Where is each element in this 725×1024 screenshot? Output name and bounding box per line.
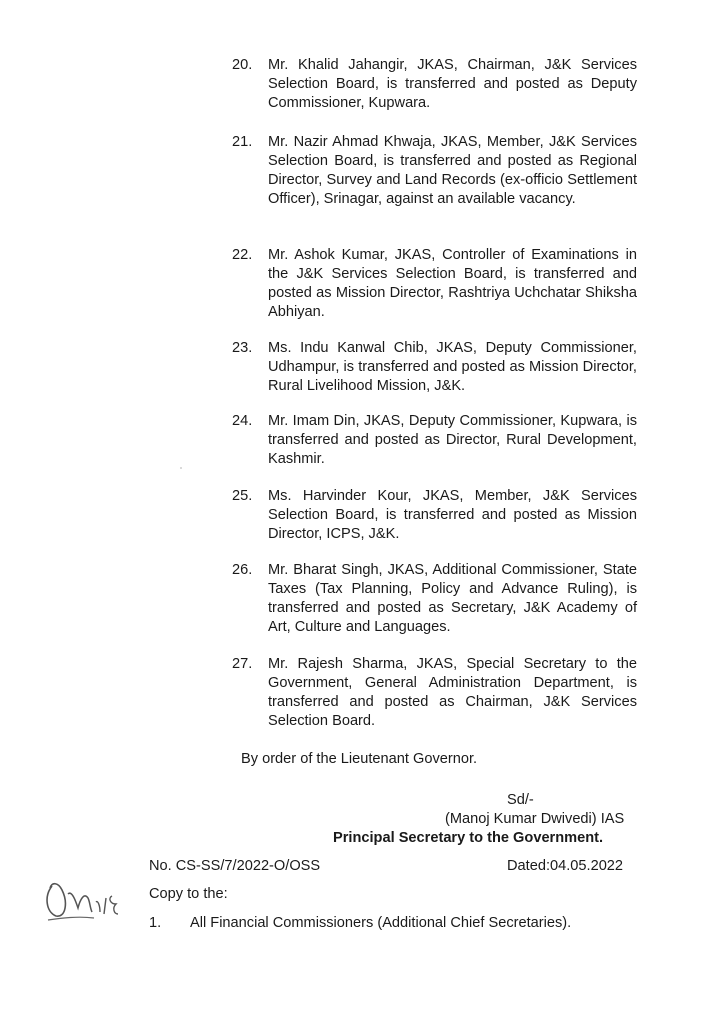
order-item-25	[232, 487, 637, 544]
item-number: 24.	[232, 413, 253, 429]
order-item-26	[232, 561, 637, 637]
item-number: 26.	[232, 562, 253, 578]
item-text: Ms. Harvinder Kour, JKAS, Member, J&K Services Selection Board, is transferred and posted as Mission Director, ICPS, J&K.	[268, 488, 637, 542]
item-number: 27.	[232, 656, 253, 672]
item-text: Mr. Nazir Ahmad Khwaja, JKAS, Member, J&K Services Selection Board, is transferred and posted as Regional Director, Survey and Land Records (ex-officio Settlement Officer), Srinagar, against an available vacancy.	[268, 134, 637, 207]
item-text: Mr. Ashok Kumar, JKAS, Controller of Examinations in the J&K Services Selection Board, is transferred and posted as Mission Director, Rashtriya Uchchatar Shiksha Abhiyan.	[268, 247, 637, 320]
item-number: 20.	[232, 57, 253, 73]
signature-sd: Sd/-	[507, 792, 534, 808]
order-line: By order of the Lieutenant Governor.	[241, 751, 478, 767]
copy-entry-text: All Financial Commissioners (Additional Chief Secretaries).	[190, 915, 572, 931]
item-text: Mr. Rajesh Sharma, JKAS, Special Secretary to the Government, General Administration Department, is transferred and posted as Chairman, J&K Services Selection Board.	[268, 656, 637, 729]
order-item-24	[232, 412, 637, 469]
order-item-21	[232, 133, 637, 209]
reference-date: Dated:04.05.2022	[507, 858, 624, 874]
item-text: Mr. Bharat Singh, JKAS, Additional Commissioner, State Taxes (Tax Planning, Policy and Advance Ruling), is transferred and posted as Secretary, J&K Academy of Art, Culture and Languages.	[268, 562, 637, 635]
item-number: 21.	[232, 134, 253, 150]
copy-entry-number: 1.	[149, 915, 162, 931]
reference-number: No. CS-SS/7/2022-O/OSS	[149, 858, 321, 874]
order-item-22	[232, 246, 637, 322]
signatory-designation: Principal Secretary to the Government.	[333, 830, 604, 846]
item-number: 23.	[232, 340, 253, 356]
order-item-20	[232, 56, 637, 113]
handwritten-initials-icon	[38, 872, 130, 928]
scan-speck	[180, 467, 182, 469]
item-number: 22.	[232, 247, 253, 263]
item-number: 25.	[232, 488, 253, 504]
order-item-23	[232, 339, 637, 396]
item-text: Mr. Khalid Jahangir, JKAS, Chairman, J&K Services Selection Board, is transferred and posted as Deputy Commissioner, Kupwara.	[268, 57, 637, 111]
item-text: Mr. Imam Din, JKAS, Deputy Commissioner, Kupwara, is transferred and posted as Director, Rural Development, Kashmir.	[268, 413, 637, 467]
item-text: Ms. Indu Kanwal Chib, JKAS, Deputy Commissioner, Udhampur, is transferred and posted as Mission Director, Rural Livelihood Mission, J&K.	[268, 340, 637, 394]
order-item-27	[232, 655, 637, 731]
signatory-name: (Manoj Kumar Dwivedi) IAS	[445, 811, 625, 827]
copy-to-heading: Copy to the:	[149, 886, 228, 902]
handwritten-initials	[38, 872, 130, 928]
